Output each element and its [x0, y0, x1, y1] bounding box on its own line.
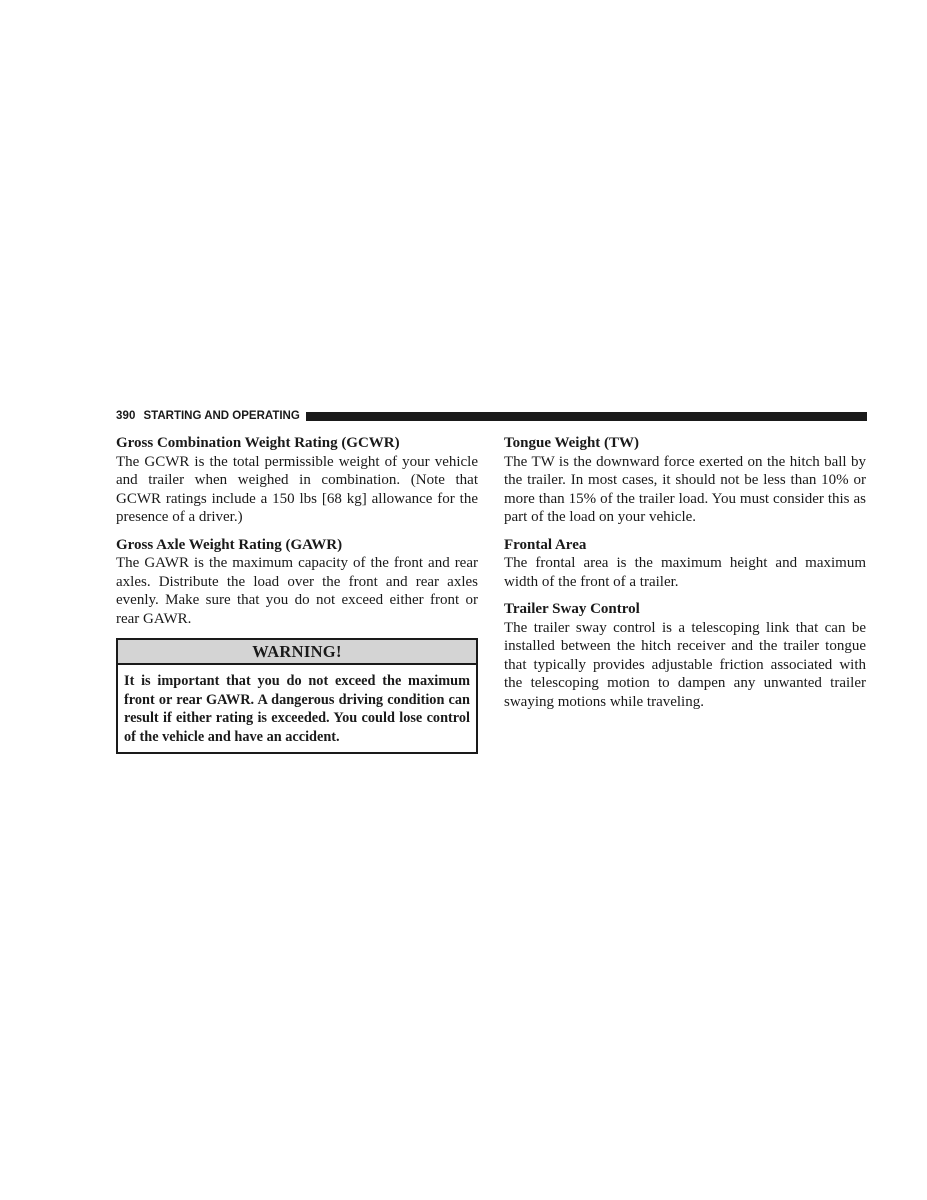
section-gawr: [116, 536, 478, 629]
section-body: The frontal area is the maximum height and maximum width of the front of a trailer.: [504, 555, 866, 590]
warning-box: [116, 638, 478, 754]
section-gcwr: [116, 434, 478, 527]
section-body: The TW is the downward force exerted on the hitch ball by the trailer. In most cases, it should not be less than 10% or more than 15% of the trailer load. You must consider this as part of the load on your vehicle.: [504, 453, 866, 525]
section-heading: Tongue Weight (TW): [504, 435, 640, 451]
page-number: 390: [116, 410, 136, 422]
header-rule: [306, 412, 867, 421]
section-heading: Trailer Sway Control: [504, 601, 640, 617]
warning-body: It is important that you do not exceed the maximum front or rear GAWR. A dangerous driving condition can result if either rating is exceeded. You could lose control of the vehicle and have an accident.: [124, 673, 470, 745]
section-trailer-sway-control: [504, 600, 866, 711]
section-heading: Gross Axle Weight Rating (GAWR): [116, 536, 343, 553]
warning-title: WARNING!: [118, 640, 476, 665]
section-frontal-area: [504, 536, 866, 592]
right-column: [504, 434, 866, 720]
section-title: STARTING AND OPERATING: [143, 410, 300, 422]
page-header: [116, 408, 867, 424]
left-column: [116, 434, 478, 754]
section-tongue-weight: [504, 434, 866, 527]
section-body: The trailer sway control is a telescoping link that can be installed between the hitch receiver and the trailer tongue that typically provides adjustable friction associated with the telescoping motion to dampen any unwanted trailer swaying motions while traveling.: [504, 619, 866, 710]
section-heading: Gross Combination Weight Rating (GCWR): [116, 435, 400, 451]
section-body: The GAWR is the maximum capacity of the front and rear axles. Distribute the load over the front and rear axles evenly. Make sure that you do not exceed either front or rear GAWR.: [116, 555, 478, 627]
section-heading: Frontal Area: [504, 536, 587, 553]
section-body: The GCWR is the total permissible weight of your vehicle and trailer when weighed in combination. (Note that GCWR ratings include a 150 lbs [68 kg] allowance for the presence of a driver.): [116, 453, 478, 525]
